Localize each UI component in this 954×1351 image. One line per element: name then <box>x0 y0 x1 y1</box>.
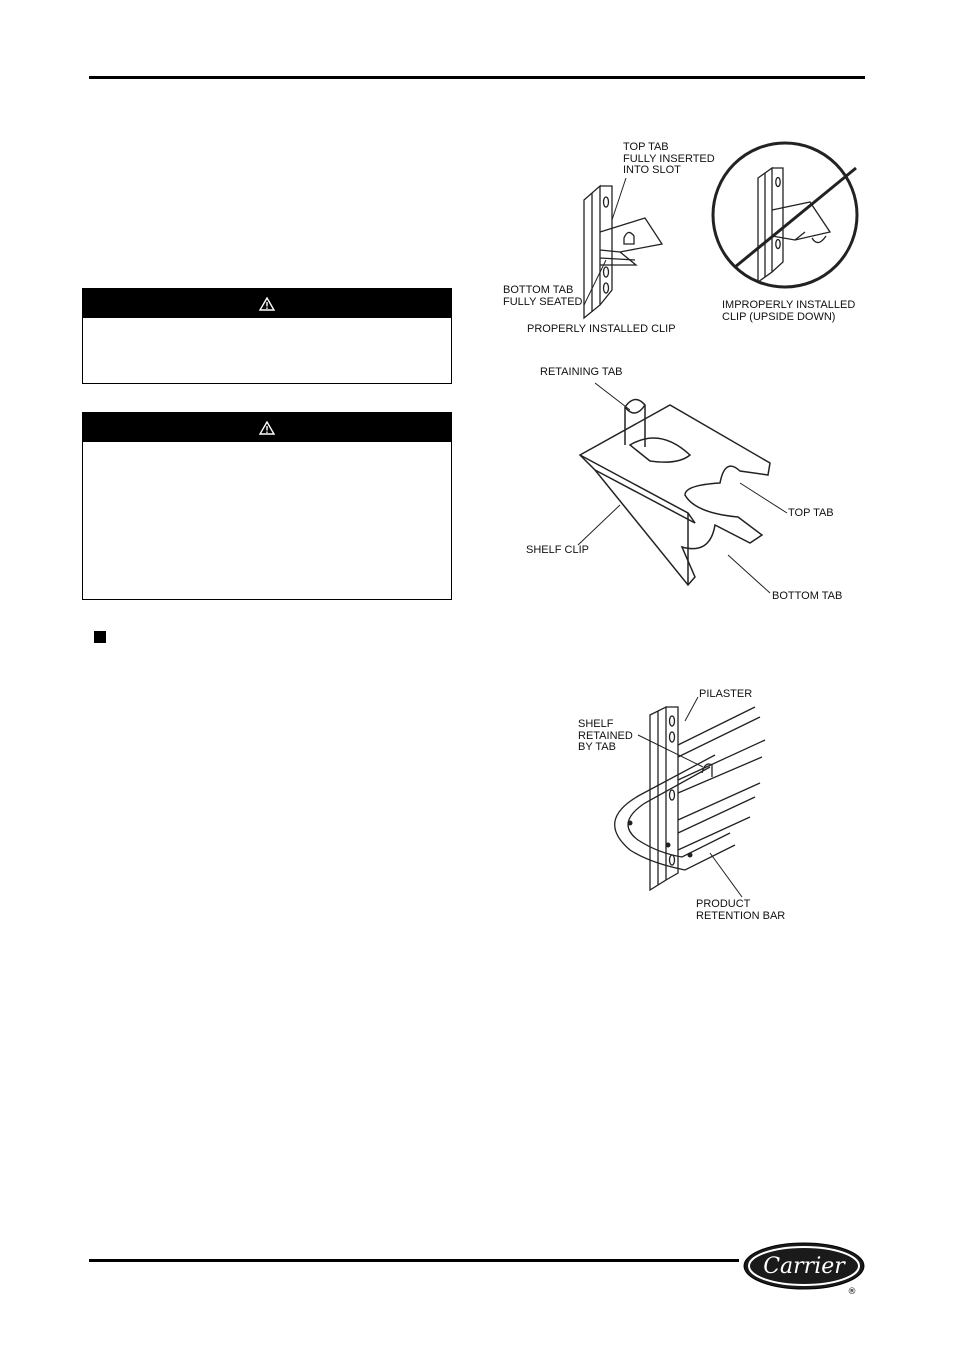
warning-box-2 <box>82 412 452 600</box>
shelf-retained-label: SHELF RETAINED BY TAB <box>578 718 633 753</box>
warning-header <box>83 289 451 318</box>
retention-bar-label: PRODUCT RETENTION BAR <box>696 898 786 922</box>
bottom-tab-label: BOTTOM TAB <box>772 590 843 602</box>
warning-triangle-icon <box>259 297 275 311</box>
pilaster-label: PILASTER <box>699 688 753 700</box>
shelf-clip-label: SHELF CLIP <box>526 544 589 556</box>
square-bullet-icon <box>94 631 106 643</box>
footer-rule <box>89 1259 739 1262</box>
retaining-tab-label: RETAINING TAB <box>540 366 623 378</box>
improperly-installed-caption: IMPROPERLY INSTALLED CLIP (UPSIDE DOWN) <box>722 299 856 323</box>
warning-triangle-icon <box>259 421 275 435</box>
warning-header <box>83 413 451 442</box>
shelf-clip-figure <box>500 365 870 610</box>
bottom-tab-seated-label: BOTTOM TAB FULLY SEATED <box>503 284 583 308</box>
logo-text: Carrier <box>763 1254 845 1279</box>
properly-installed-caption: PROPERLY INSTALLED CLIP <box>527 323 676 335</box>
top-tab-label: TOP TAB <box>788 507 834 519</box>
carrier-logo <box>742 1240 870 1296</box>
header-rule <box>89 76 865 79</box>
registered-mark: ® <box>847 1287 857 1297</box>
top-tab-inserted-label: TOP TAB FULLY INSERTED INTO SLOT <box>623 141 715 176</box>
warning-box-1 <box>82 288 452 384</box>
